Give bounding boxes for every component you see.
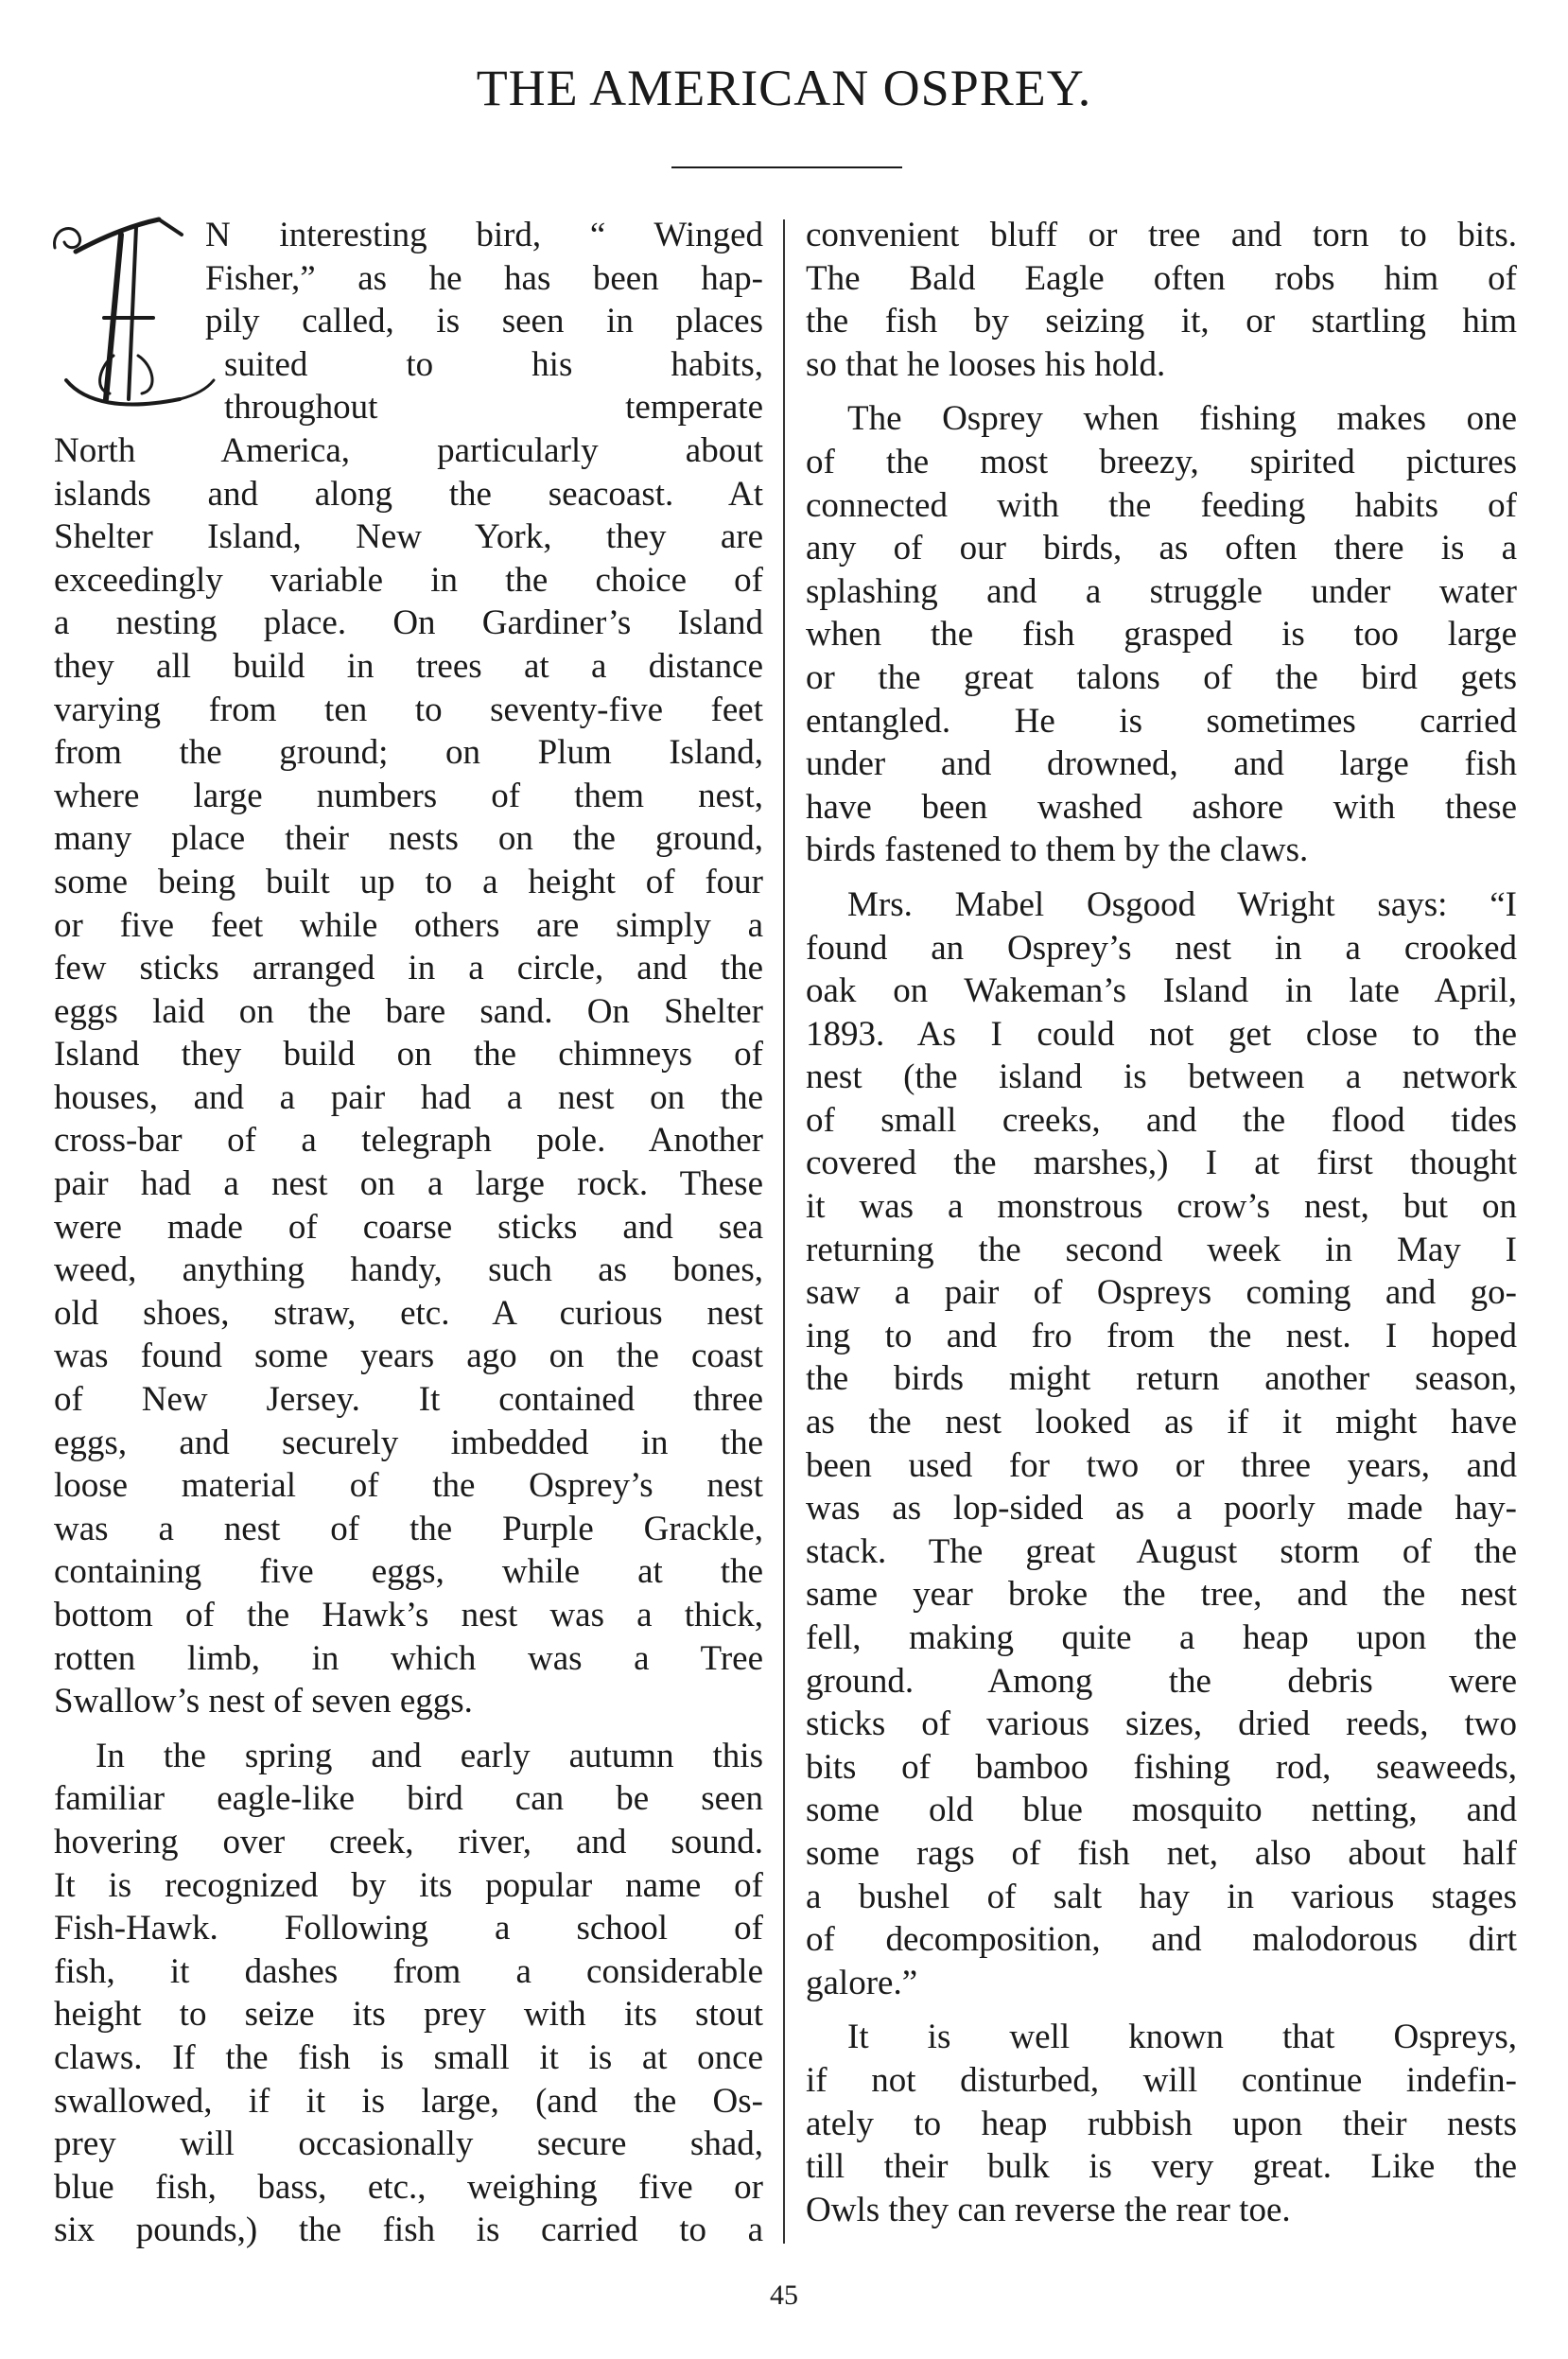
text-line: claws. If the fish is small it is at once — [54, 2037, 763, 2077]
text-line: Island they build on the chimneys of — [54, 1035, 763, 1075]
text-line: was as lop-sided as a poorly made hay- — [806, 1489, 1517, 1529]
text-line: till their bulk is very great. Like the — [806, 2147, 1517, 2187]
text-line: entangled. He is sometimes carried — [806, 701, 1517, 741]
text-line: a nesting place. On Gardiner’s Island — [54, 603, 763, 643]
text-line: found an Osprey’s nest in a crooked — [806, 928, 1517, 968]
column-divider — [783, 219, 785, 2244]
text-line: where large numbers of them nest, — [54, 776, 763, 815]
text-line: eggs laid on the bare sand. On Shelter — [54, 991, 763, 1031]
text-line: a bushel of salt hay in various stages — [806, 1877, 1517, 1916]
text-line: some being built up to a height of four — [54, 862, 763, 901]
text-line: It is well known that Ospreys, — [847, 2018, 1517, 2057]
text-line: saw a pair of Ospreys coming and go- — [806, 1273, 1517, 1313]
text-line: from the ground; on Plum Island, — [54, 733, 763, 773]
text-line: Fish-Hawk. Following a school of — [54, 1909, 763, 1948]
page-title: THE AMERICAN OSPREY. — [476, 60, 1092, 116]
left-column — [54, 214, 763, 2252]
text-line: connected with the feeding habits of — [806, 485, 1517, 525]
text-line: of New Jersey. It contained three — [54, 1380, 763, 1420]
text-line: of small creeks, and the flood tides — [806, 1100, 1517, 1140]
text-line: Swallow’s nest of seven eggs. — [54, 1682, 473, 1721]
text-line: they all build in trees at a distance — [54, 646, 763, 686]
text-line: same year broke the tree, and the nest — [806, 1575, 1517, 1615]
text-line: of the most breezy, spirited pictures — [806, 442, 1517, 481]
text-line: convenient bluff or tree and torn to bits. — [806, 216, 1517, 254]
text-line: Owls they can reverse the rear toe. — [806, 2190, 1291, 2229]
text-line: so that he looses his hold. — [806, 344, 1166, 384]
text-line: of decomposition, and malodorous dirt — [806, 1920, 1517, 1960]
text-line: or five feet while others are simply a — [54, 905, 763, 945]
page-number: 45 — [770, 2280, 798, 2311]
text-line: when the fish grasped is too large — [806, 615, 1517, 655]
text-line: islands and along the seacoast. At — [54, 474, 763, 514]
text-line: weed, anything handy, such as bones, — [54, 1250, 763, 1290]
text-line: was a nest of the Purple Grackle, — [54, 1509, 763, 1548]
text-line: pair had a nest on a large rock. These — [54, 1164, 763, 1204]
text-line: cross-bar of a telegraph pole. Another — [54, 1121, 763, 1161]
text-line: if not disturbed, will continue indefin- — [806, 2060, 1517, 2100]
text-line: It is recognized by its popular name of — [54, 1865, 763, 1905]
text-line: In the spring and early autumn this — [96, 1736, 763, 1775]
text-line: eggs, and securely imbedded in the — [54, 1423, 763, 1462]
text-line: covered the marshes,) I at first thought — [806, 1144, 1517, 1183]
text-line: been used for two or three years, and — [806, 1445, 1517, 1485]
text-line: few sticks arranged in a circle, and the — [54, 949, 763, 988]
text-line: North America, particularly about — [54, 430, 763, 470]
text-line: the birds might return another season, — [806, 1359, 1517, 1399]
text-line: blue fish, bass, etc., weighing five or — [54, 2167, 763, 2207]
text-line: height to seize its prey with its stout — [54, 1995, 763, 2035]
text-line: six pounds,) the fish is carried to a — [54, 2210, 763, 2250]
text-line: ground. Among the debris were — [806, 1661, 1517, 1701]
title-rule — [671, 166, 902, 168]
text-line: oak on Wakeman’s Island in late April, — [806, 971, 1517, 1011]
text-line: nest (the island is between a network — [806, 1057, 1517, 1097]
text-line: some old blue mosquito netting, and — [806, 1791, 1517, 1830]
text-line: exceedingly variable in the choice of — [54, 560, 763, 600]
text-line: was found some years ago on the coast — [54, 1337, 763, 1376]
paragraph-gap — [806, 2004, 1517, 2016]
text-line: varying from ten to seventy-five feet — [54, 690, 763, 729]
right-column — [806, 214, 1517, 2231]
text-line: were made of coarse sticks and sea — [54, 1207, 763, 1247]
text-line: loose material of the Osprey’s nest — [54, 1466, 763, 1506]
dropcap-letter: A — [47, 200, 59, 218]
text-line: fell, making quite a heap upon the — [806, 1618, 1517, 1657]
text-line: bottom of the Hawk’s nest was a thick, — [54, 1596, 763, 1634]
text-line: under and drowned, and large fish — [806, 744, 1517, 784]
text-line: some rags of fish net, also about half — [806, 1833, 1517, 1873]
text-line: N interesting bird, “ Winged — [205, 216, 763, 254]
text-line: birds fastened to them by the claws. — [806, 830, 1309, 870]
text-line: pily called, is seen in places — [205, 302, 763, 341]
paragraph-gap — [54, 1723, 763, 1735]
text-line: familiar eagle-like bird can be seen — [54, 1779, 763, 1819]
paragraph-gap — [806, 872, 1517, 883]
text-line: Mrs. Mabel Osgood Wright says: “I — [847, 884, 1517, 924]
text-line: The Bald Eagle often robs him of — [806, 258, 1517, 298]
text-line: any of our birds, as often there is a — [806, 529, 1517, 568]
text-line: splashing and a struggle under water — [806, 571, 1517, 611]
text-line: Shelter Island, New York, they are — [54, 517, 763, 557]
text-line: suited to his habits, — [224, 344, 763, 384]
text-line: houses, and a pair had a nest on the — [54, 1077, 763, 1117]
text-line: prey will occasionally secure shad, — [54, 2124, 763, 2164]
text-line: sticks of various sizes, dried reeds, two — [806, 1704, 1517, 1744]
text-line: or the great talons of the bird gets — [806, 657, 1517, 697]
text-line: The Osprey when fishing makes one — [847, 399, 1517, 439]
text-line: fish, it dashes from a considerable — [54, 1951, 763, 1991]
text-line: ately to heap rubbish upon their nests — [806, 2104, 1517, 2143]
text-line: have been washed ashore with these — [806, 787, 1517, 827]
text-line: galore.” — [806, 1963, 918, 2002]
text-line: stack. The great August storm of the — [806, 1531, 1517, 1571]
text-line: bits of bamboo fishing rod, seaweeds, — [806, 1747, 1517, 1787]
text-line: the fish by seizing it, or startling him — [806, 302, 1517, 341]
text-line: rotten limb, in which was a Tree — [54, 1638, 763, 1678]
text-line: swallowed, if it is large, (and the Os- — [54, 2081, 763, 2121]
text-line: as the nest looked as if it might have — [806, 1403, 1517, 1442]
text-line: Fisher,” as he has been hap- — [205, 258, 763, 298]
text-line: returning the second week in May I — [806, 1230, 1517, 1269]
text-line: ing to and fro from the nest. I hoped — [806, 1316, 1517, 1355]
text-line: many place their nests on the ground, — [54, 819, 763, 859]
text-line: throughout temperate — [224, 388, 763, 428]
text-line: it was a monstrous crow’s nest, but on — [806, 1187, 1517, 1227]
text-line: old shoes, straw, etc. A curious nest — [54, 1293, 763, 1333]
text-line: containing five eggs, while at the — [54, 1552, 763, 1592]
text-line: hovering over creek, river, and sound. — [54, 1822, 763, 1861]
text-line: 1893. As I could not get close to the — [806, 1014, 1517, 1054]
paragraph-gap — [806, 386, 1517, 397]
